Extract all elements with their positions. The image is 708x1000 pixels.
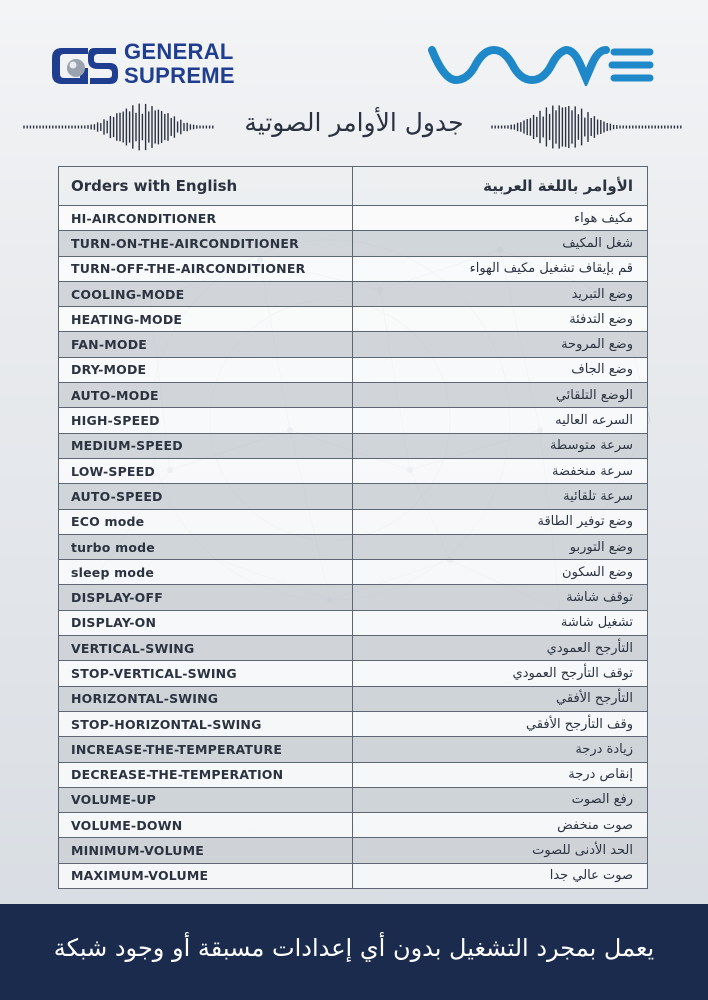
command-arabic: الحد الأدنى للصوت	[353, 838, 648, 863]
command-english: HEATING-MODE	[59, 307, 353, 332]
table-row	[59, 484, 648, 509]
command-arabic: تشغيل شاشة	[353, 610, 648, 635]
command-arabic: قم بإيقاف تشغيل مكيف الهواء	[353, 256, 648, 281]
command-arabic: وضع توفير الطاقة	[353, 509, 648, 534]
command-arabic: التأرجح الأفقي	[353, 686, 648, 711]
table-row	[59, 585, 648, 610]
command-english: MEDIUM-SPEED	[59, 433, 353, 458]
command-english: FAN-MODE	[59, 332, 353, 357]
command-arabic: صوت منخفض	[353, 813, 648, 838]
command-english: STOP-HORIZONTAL-SWING	[59, 711, 353, 736]
sound-wave-right-icon	[490, 100, 686, 154]
table-row	[59, 560, 648, 585]
command-arabic: وضع المروحة	[353, 332, 648, 357]
command-arabic: صوت عالي جدا	[353, 863, 648, 888]
command-english: TURN-OFF-THE-AIRCONDITIONER	[59, 256, 353, 281]
command-english: sleep mode	[59, 560, 353, 585]
brand-line-1: GENERAL	[124, 39, 234, 64]
command-arabic: وقف التأرجح الأفقي	[353, 711, 648, 736]
footer-banner	[0, 904, 708, 1000]
general-supreme-logo	[48, 40, 258, 96]
table-row	[59, 534, 648, 559]
command-english: HI-AIRCONDITIONER	[59, 206, 353, 231]
command-english: INCREASE-THE-TEMPERATURE	[59, 737, 353, 762]
table-row	[59, 509, 648, 534]
command-arabic: مكيف هواء	[353, 206, 648, 231]
table-row	[59, 206, 648, 231]
command-english: HORIZONTAL-SWING	[59, 686, 353, 711]
wave-logo	[428, 44, 654, 86]
table-row	[59, 636, 648, 661]
table-header-row	[59, 167, 648, 206]
brand-name	[124, 40, 235, 88]
command-english: VOLUME-DOWN	[59, 813, 353, 838]
sound-wave-left-icon	[22, 100, 218, 154]
gs-logo-icon	[48, 42, 120, 90]
command-arabic: توقف التأرجح العمودي	[353, 661, 648, 686]
command-english: VERTICAL-SWING	[59, 636, 353, 661]
header-arabic: الأوامر باللغة العربية	[353, 167, 648, 206]
voice-commands-table	[58, 166, 648, 889]
command-english: STOP-VERTICAL-SWING	[59, 661, 353, 686]
command-arabic: وضع التدفئة	[353, 307, 648, 332]
command-english: MINIMUM-VOLUME	[59, 838, 353, 863]
command-arabic: سرعة متوسطة	[353, 433, 648, 458]
header-english: Orders with English	[59, 167, 353, 206]
command-arabic: سرعة منخفضة	[353, 458, 648, 483]
table-row	[59, 711, 648, 736]
table-row	[59, 737, 648, 762]
brand-line-2: SUPREME	[124, 63, 235, 88]
table-row	[59, 408, 648, 433]
title-row	[22, 100, 686, 154]
command-english: ECO mode	[59, 509, 353, 534]
command-arabic: رفع الصوت	[353, 787, 648, 812]
command-arabic: وضع التبريد	[353, 281, 648, 306]
command-arabic: وضع السكون	[353, 560, 648, 585]
table-row	[59, 458, 648, 483]
command-arabic: إنقاص درجة	[353, 762, 648, 787]
table-row	[59, 813, 648, 838]
command-english: AUTO-MODE	[59, 383, 353, 408]
table-row	[59, 661, 648, 686]
command-english: HIGH-SPEED	[59, 408, 353, 433]
command-arabic: وضع الجاف	[353, 357, 648, 382]
table-row	[59, 838, 648, 863]
command-arabic: الوضع التلقائي	[353, 383, 648, 408]
command-english: DRY-MODE	[59, 357, 353, 382]
table-row	[59, 762, 648, 787]
table-row	[59, 433, 648, 458]
table-row	[59, 307, 648, 332]
footer-text: يعمل بمجرد التشغيل بدون أي إعدادات مسبقة أو وجود شبكة	[53, 934, 655, 962]
command-arabic: السرعه العاليه	[353, 408, 648, 433]
command-arabic: شغل المكيف	[353, 231, 648, 256]
table-row	[59, 610, 648, 635]
command-english: MAXIMUM-VOLUME	[59, 863, 353, 888]
command-english: DISPLAY-ON	[59, 610, 353, 635]
table-row	[59, 863, 648, 888]
command-english: turbo mode	[59, 534, 353, 559]
command-english: COOLING-MODE	[59, 281, 353, 306]
page-title: جدول الأوامر الصوتية	[244, 108, 464, 137]
table-row	[59, 332, 648, 357]
table-row	[59, 686, 648, 711]
command-english: TURN-ON-THE-AIRCONDITIONER	[59, 231, 353, 256]
command-arabic: توقف شاشة	[353, 585, 648, 610]
table-row	[59, 231, 648, 256]
command-english: DISPLAY-OFF	[59, 585, 353, 610]
table-row	[59, 383, 648, 408]
command-english: VOLUME-UP	[59, 787, 353, 812]
command-english: LOW-SPEED	[59, 458, 353, 483]
command-arabic: زيادة درجة	[353, 737, 648, 762]
table-row	[59, 256, 648, 281]
command-arabic: سرعة تلقائية	[353, 484, 648, 509]
table-row	[59, 281, 648, 306]
command-english: AUTO-SPEED	[59, 484, 353, 509]
table-row	[59, 787, 648, 812]
table-row	[59, 357, 648, 382]
command-english: DECREASE-THE-TEMPERATION	[59, 762, 353, 787]
command-arabic: وضع التوربو	[353, 534, 648, 559]
command-arabic: التأرجح العمودي	[353, 636, 648, 661]
